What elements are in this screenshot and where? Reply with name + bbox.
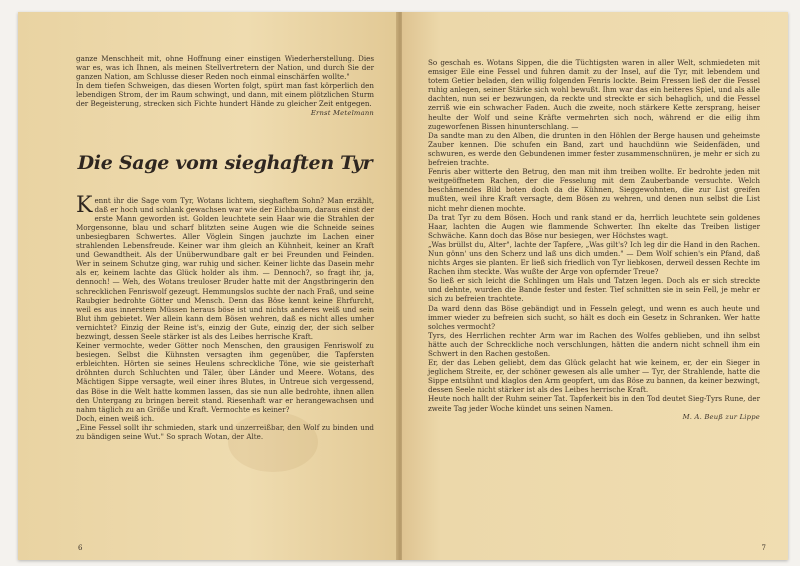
right-paragraph-10: Heute noch hallt der Ruhm seiner Tat. Tapferkeit bis in den Tod deutet Sieg-Tyrs Rune, der zweite Tag jeder Woche kündet uns seinen Namen. (428, 394, 760, 413)
right-page (402, 12, 788, 560)
right-paragraph-5: „Was brüllst du, Alter", lachte der Tapfere, „Was gilt's? Ich leg dir die Hand in den Rachen. Nun gönn' uns den Scherz und laß uns dich umden." — Dem Wolf schien's ein Pfand, daß nichts Arges sie planten. Er ließ sich friedlich von Tyr liebkosen, derweil dessen Rechte im Rachen ihm steckte. Was wußte der Arge von opfernder Treue? (428, 239, 760, 277)
drop-cap: K (76, 192, 93, 218)
article-title: Die Sage vom sieghaften Tyr (77, 151, 373, 174)
left-page (18, 12, 398, 560)
right-paragraph-1: So geschah es. Wotans Sippen, die die Tüchtigsten waren in aller Welt, schmiedeten mit emsiger Eile eine Fessel und fuhren damit zu der Insel, auf die Tyr, mit lebendem und totem Getier beladen, den willig folgenden Fenris lockte. Beim Fressen ließ der die Fessel ruhig anlegen, seiner Stärke sich wohl bewußt. Ihm war das ein heiteres Spiel, und als alle dachten, nun sei er bezwungen, da reckte und streckte er sich behaglich, und die Fessel zerriß wie ein schwacher Faden. Auch die zweite, noch stärkere Kette zersprang, heiser heulte der Wolf und seine Kräfte vermehrten sich noch, während er die eilig ihm zugeworfenen Bissen hinunterschlang. — (428, 58, 760, 131)
paper-stain (228, 412, 318, 472)
right-paragraph-4: Da trat Tyr zu dem Bösen. Hoch und rank stand er da, herrlich leuchtete sein goldenes Haar, lachten die Augen wie flammende Schwerter. Ihn ekelte das Treiben listiger Schwäche. Kann doch das Böse nur besiegen, wer Höchstes wagt. (428, 212, 760, 240)
book-spread (18, 12, 788, 560)
intro-paragraph: ganze Menschheit mit, ohne Hoffnung einer einstigen Wiederherstellung. Dies war es, was ich Ihnen, als meinen Stellvertretern der Nation, und durch Sie der ganzen Nation, am Schlusse dieser Reden noch einmal einschärfen wollte." (76, 54, 374, 82)
right-paragraph-8: Tyrs, des Herrlichen rechter Arm war im Rachen des Wolfes geblieben, und ihn selbst hätte auch der Schreckliche noch verschlungen, hätten die andern nicht schnell ihm ein Schwert in den Rachen gestoßen. (428, 330, 760, 358)
intro-paragraph-2: In dem tiefen Schweigen, das diesen Worten folgt, spürt man fast körperlich den lebendigen Strom, der im Raum schwingt, und dann, mit einem plötzlichen Sturm der Begeisterung, strecken sich Fichte hundert Hände zu gleicher Zeit entgegen. (76, 81, 374, 109)
page-number-left: 6 (78, 544, 83, 552)
paragraph-3: Doch, einen weiß ich. (76, 413, 155, 423)
right-paragraph-9: Er, der das Leben geliebt, dem das Glück gelacht hat wie keinem, er, der ein Sieger in jeglichem Streite, er, der schöner gewesen als alle umher — Tyr, der Strahlende, hatte die Sippe entsühnt und klaglos den Arm geopfert, um das Böse zu bannen, da keiner bezwingt, dessen Seele nicht stärker ist als des Leibes herrische Kraft. (428, 358, 760, 395)
paragraph-1-text: ennt ihr die Sage vom Tyr, Wotans lichtem, sieghaftem Sohn? Man erzählt, daß er hoch und schlank gewachsen war wie der Eichbaum, daraus einst der erste Mann geworden ist. Golden leuchtete sein Haar wie die Strahlen der Morgensonne, blau und scharf blitzten seine Augen wie die Schneide seines unbesiegbaren Schwertes. Aller Vöglein Singen jauchzte im Lachen einer strahlenden Lebensfreude. Keiner war ihm gleich an Kühnheit, keiner an Kraft und Gewandtheit. Als der Unüberwundbare galt er bei Freunden und Feinden. Wer in seinem Schutze ging, war ruhig und sicher. Keiner lichte das Dasein mehr als er, keinem lachte das Glück holder als ihm. — Dennoch?, so fragt ihr, ja, dennoch! — Weh, des Wotans treuloser Bruder hatte mit der Angstbringerin den schrecklichen Fenriswolf gezeugt. Hemmungslos suchte der nach Fraß, und seine Raubgier bedrohte Götter und Mensch. Denn das Böse kennt keine Ehrfurcht, weil es aus innerstem Müssen heraus böse ist und nichts anderes weiß und sein Blut ihm gebietet. Wer allein kann dem Bösen wehren, daß es nicht alles umher vernichtet? Einzig der Reine ist's, einzig der Gute, einzig der, der sich selber bezwingt, dessen Seele stärker ist als des Leibes herrische Kraft. (76, 195, 374, 341)
intro-signature: Ernst Metelmann (310, 108, 374, 117)
author-signature: M. A. Beuß zur Lippe (682, 412, 760, 421)
right-paragraph-3: Fenris aber witterte den Betrug, den man mit ihm treiben wollte. Er bedrohte jeden mit weitgeöffnetem Rachen, der die Fesselung mit dem Zauberbande versuchte. Welch beschämendes Bild boten doch da die Kühnen, Sieggewohnten, die zur List greifen mußten, weil ihre Kraft versagte, dem Bösen zu wehren, und denen nun selbst die List nicht mehr dienen mochte. (428, 167, 760, 213)
right-paragraph-2: Da sandte man zu den Alben, die drunten in den Höhlen der Berge hausen und geheimste Zauber kennen. Die schufen ein Band, zart und hauchdünn wie Seidenfäden, und schwuren, es werde den Gebundenen immer fester zusammenschnüren, je mehr er sich zu befreien trachte. (428, 130, 760, 168)
right-paragraph-6: So ließ er sich leicht die Schlingen um Hals und Tatzen legen. Doch als er sich streckte und dehnte, wurden die Bande fester und fester. Tief schnitten sie in sein Fell, je mehr er sich zu befreien trachtete. (428, 276, 760, 304)
paragraph-2: Keiner vermochte, weder Götter noch Menschen, den grausigen Fenriswolf zu besiegen. Selbst die Kühnsten versagten ihm gegenüber, die Tapfersten erbleichten. Hörten sie seines Heulens schreckliche Töne, wie sie geisterhaft dröhnten durch Schluchten und Täler, über Länder und Meere. Wotans, des Mächtigen Sippe versagte, weil einer ihres Blutes, in Untreue sich vergessend, das Böse in die Welt hatte kommen lassen, das sie nun alle bedrohte, ihnen allen den Untergang zu bringen bereit stand. Riesenhaft war er herangewachsen und nahm täglich zu an Größe und Kraft. Vermochte es keiner? (76, 341, 374, 414)
paragraph-1 (76, 192, 374, 342)
paragraph-4: „Eine Fessel sollt ihr schmieden, stark und unzerreißbar, den Wolf zu binden und zu bändigen seine Wut." So sprach Wotan, der Alte. (76, 422, 374, 441)
right-paragraph-7: Da ward denn das Böse gebändigt und in Fesseln gelegt, und wenn es auch heute und immer wieder zu befreien sich sucht, so hält es doch ein Gesetz in Schranken. Wer hatte solches vermocht? (428, 303, 760, 331)
page-number-right: 7 (761, 544, 766, 552)
